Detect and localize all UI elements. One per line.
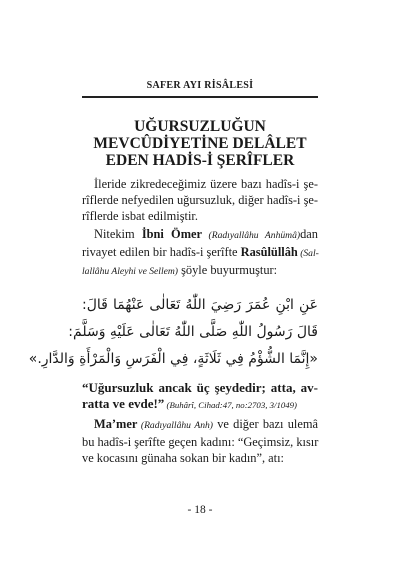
text-line: ve kocasını günaha sokan bir kadın”, atı: <box>82 451 284 465</box>
text-line: İleride zikredeceğimiz üzere bazı hadîs-i şe- <box>94 177 318 191</box>
honorific: (Sal- <box>297 248 319 259</box>
honorific: lallâhu Aleyhi ve Sellem) <box>82 266 178 277</box>
honorific: (Radıyallâhu Anh) <box>137 420 213 431</box>
scholar-name: Ma’mer <box>94 417 138 431</box>
text-line <box>82 262 318 280</box>
arabic-line-2: قَالَ رَسُولُ اللّٰهِ صَلَّى اللّٰهُ تَعَالٰى عَلَيْهِ وَسَلَّمَ: <box>68 324 318 340</box>
hadith-text: ratta ve evde!” <box>82 396 165 411</box>
text-run: ve diğer bazı ulemâ <box>212 417 318 431</box>
text-run: dan <box>300 227 318 241</box>
section-title <box>82 118 318 169</box>
arabic-line-1: عَنِ ابْنِ عُمَرَ رَضِيَ اللّٰهُ تَعَالٰى عَنْهُمَا قَالَ: <box>82 297 318 313</box>
hadith-line-2 <box>82 396 318 413</box>
text-line: rîflerde isbat edilmiştir. <box>82 209 198 223</box>
text-run: Nitekim <box>94 227 142 241</box>
text-line: bu hadîs-i şerîfte geçen kadını: “Geçimsiz, kısır <box>82 435 319 449</box>
running-head: SAFER AYI RİSÂLESİ <box>146 80 254 91</box>
text-run: rivayet edilen bir hadîs-i şerîfte <box>82 245 241 259</box>
paragraph-commentary <box>82 416 318 466</box>
text-line <box>82 244 318 262</box>
text-line <box>82 226 318 244</box>
source-citation: (Buhârî, Cihad:47, no:2703, 3/1049) <box>164 400 297 410</box>
hadith-translation <box>82 380 318 413</box>
hadith-line-1: “Uğursuzluk ancak üç şeydedir; atta, av- <box>82 380 318 395</box>
page-number: - 18 - <box>187 504 213 516</box>
prophet-name: Rasûlüllâh <box>240 245 298 259</box>
text-line: rîflerde nefyedilen uğursuzluk, diğer hadîs-i şe- <box>82 193 319 207</box>
title-line-1: UĞURSUZLUĞUN <box>134 118 266 135</box>
paragraph-intro <box>82 176 318 224</box>
header-rule <box>82 96 318 98</box>
honorific: (Radıyallâhu Anhümâ) <box>202 230 301 241</box>
arabic-line-3: «إِنَّمَا الشُّؤْمُ فِي ثَلَاثَةٍ، فِي الْفَرَسِ وَالْمَرْأَةِ وَالدَّارِ.» <box>28 351 318 367</box>
title-line-2: MEVCÛDİYETİNE DELÂLET <box>93 135 307 152</box>
narrator-name: İbni Ömer <box>141 227 203 241</box>
text-run: şöyle buyurmuştur: <box>178 263 278 277</box>
body-text <box>82 176 318 282</box>
arabic-hadith-text <box>28 292 318 373</box>
paragraph-narration <box>82 226 318 280</box>
text-line <box>82 416 318 434</box>
title-line-3: EDEN HADİS-İ ŞERÎFLER <box>105 152 295 169</box>
